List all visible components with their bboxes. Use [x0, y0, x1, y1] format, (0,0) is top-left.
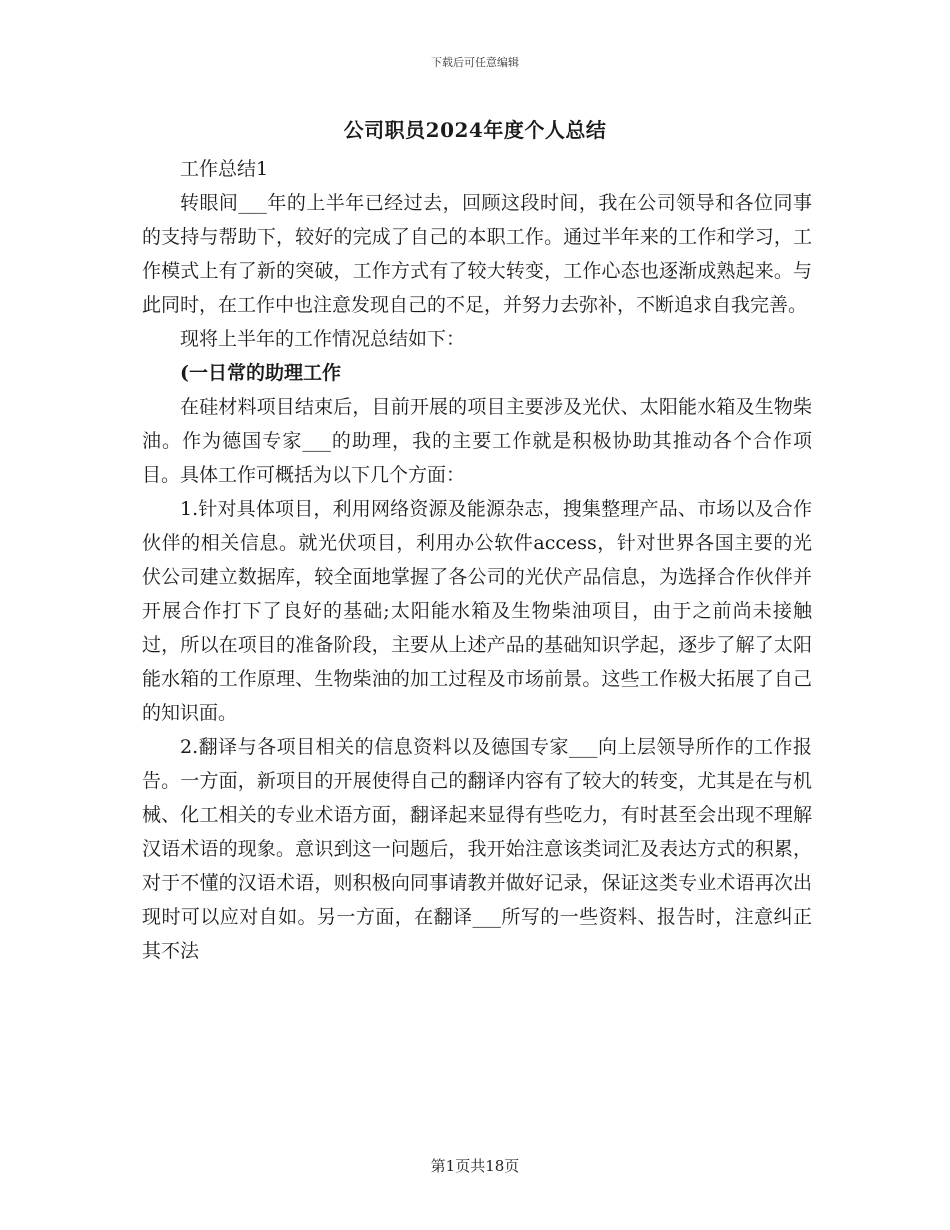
paragraph-intro: 转眼间___年的上半年已经过去，回顾这段时间，我在公司领导和各位同事的支持与帮助下，较好的完成了自己的本职工作。通过半年来的工作和学习，工作模式上有了新的突破，工作方式有了较大转变，工作心态也逐渐成熟起来。与此同时，在工作中也注意发现自己的不足，并努力去弥补，不断追求自我完善。 — [142, 192, 812, 316]
paragraph-projects: 在硅材料项目结束后，目前开展的项目主要涉及光伏、太阳能水箱及生物柴油。作为德国专家___的助理，我的主要工作就是积极协助其推动各个合作项目。具体工作可概括为以下几个方面： — [142, 396, 812, 486]
document-title: 公司职员2024年度个人总结 — [343, 118, 607, 142]
paragraph-item-2: 2.翻译与各项目相关的信息资料以及德国专家___向上层领导所作的工作报告。一方面，新项目的开展使得自己的翻译内容有了较大的转变，尤其是在与机械、化工相关的专业术语方面，翻译起来显得有些吃力，有时甚至会出现不理解汉语术语的现象。意识到这一问题后，我开始注意该类词汇及表达方式的积累，对于不懂的汉语术语，则积极向同事请教并做好记录，保证这类专业术语再次出现时可以应对自如。另一方面，在翻译___所写的一些资料、报告时，注意纠正其不法 — [142, 736, 812, 962]
paragraph-item-1: 1.针对具体项目，利用网络资源及能源杂志，搜集整理产品、市场以及合作伙伴的相关信息。就光伏项目，利用办公软件access，针对世界各国主要的光伏公司建立数据库，较全面地掌握了各公司的光伏产品信息，为选择合作伙伴并开展合作打下了良好的基础;太阳能水箱及生物柴油项目，由于之前尚未接触过，所以在项目的准备阶段，主要从上述产品的基础知识学起，逐步了解了太阳能水箱的工作原理、生物柴油的加工过程及市场前景。这些工作极大拓展了自己的知识面。 — [142, 498, 812, 724]
document-body — [142, 152, 812, 968]
subsection-heading: (一日常的助理工作 — [180, 362, 341, 384]
paragraph-summary-lead: 现将上半年的工作情况总结如下： — [180, 328, 466, 350]
page-header-note: 下载后可任意编辑 — [431, 56, 519, 69]
page-number: 第1页共18页 — [430, 1157, 520, 1175]
section-heading: 工作总结1 — [180, 158, 269, 180]
